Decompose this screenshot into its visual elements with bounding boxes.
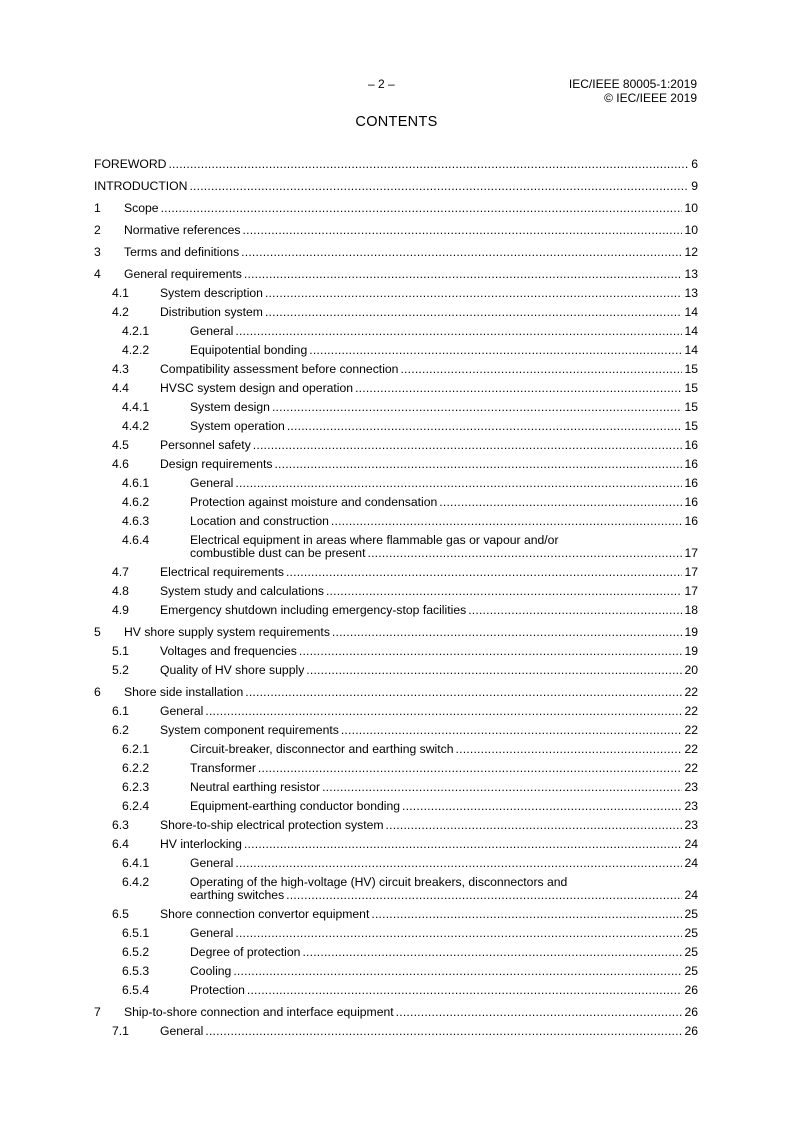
- toc-entry[interactable]: [94, 180, 698, 193]
- toc-entry[interactable]: [94, 762, 698, 775]
- dot-leader: [371, 908, 682, 921]
- toc-number: 3: [94, 245, 101, 259]
- toc-title: Transformer: [190, 761, 256, 775]
- copyright: © IEC/IEEE 2019: [604, 91, 697, 105]
- toc-entry[interactable]: [94, 246, 698, 259]
- toc-page-number: 22: [684, 704, 698, 718]
- toc-page-number: 24: [684, 888, 698, 902]
- toc-page-number: 6: [691, 157, 698, 171]
- toc-number: 6.5.3: [122, 964, 150, 978]
- toc-number: 6.2.4: [122, 799, 150, 813]
- toc-entry[interactable]: [94, 686, 698, 699]
- toc-entry[interactable]: [94, 585, 698, 598]
- toc-number: 4.9: [112, 603, 129, 617]
- toc-number: 4.6.1: [122, 476, 150, 490]
- toc-title: Personnel safety: [160, 438, 251, 452]
- dot-leader: [168, 158, 689, 171]
- dot-leader: [331, 515, 683, 528]
- toc-number: 6.5: [112, 907, 129, 921]
- toc-entry[interactable]: [94, 664, 698, 677]
- dot-leader: [468, 604, 682, 617]
- toc-number: 6.4: [112, 837, 129, 851]
- dot-leader: [396, 1006, 683, 1019]
- toc-number: 4.3: [112, 362, 129, 376]
- page-title: CONTENTS: [355, 114, 438, 130]
- dot-leader: [299, 645, 683, 658]
- dot-leader: [253, 439, 683, 452]
- toc-number: 4.2.2: [122, 343, 150, 357]
- toc-page-number: 17: [684, 546, 698, 560]
- toc-entry[interactable]: [94, 645, 698, 658]
- toc-entry[interactable]: [94, 496, 698, 509]
- toc-title: Design requirements: [160, 457, 273, 471]
- toc-title: FOREWORD: [94, 157, 167, 171]
- dot-leader: [244, 838, 682, 851]
- dot-leader: [355, 382, 682, 395]
- toc-entry[interactable]: [94, 626, 698, 639]
- toc-page-number: 19: [684, 644, 698, 658]
- toc-entry[interactable]: [94, 158, 698, 171]
- toc-page-number: 25: [684, 964, 698, 978]
- toc-page-number: 13: [684, 286, 698, 300]
- toc-title: Distribution system: [160, 305, 263, 319]
- toc-title: System description: [160, 286, 263, 300]
- toc-number: 7.1: [112, 1024, 129, 1038]
- toc-number: 6.3: [112, 818, 129, 832]
- dot-leader: [322, 781, 682, 794]
- toc-page-number: 26: [684, 983, 698, 997]
- toc-entry[interactable]: [94, 800, 698, 813]
- dot-leader: [309, 344, 682, 357]
- dot-leader: [402, 800, 682, 813]
- toc-title: Location and construction: [190, 514, 329, 528]
- toc-number: 4.5: [112, 438, 129, 452]
- toc-entry[interactable]: [94, 838, 698, 851]
- toc-page-number: 20: [684, 663, 698, 677]
- toc-entry[interactable]: [94, 781, 698, 794]
- toc-title: Compatibility assessment before connection: [160, 362, 399, 376]
- toc-entry[interactable]: [94, 344, 698, 357]
- toc-number: 1: [94, 201, 101, 215]
- toc-title-continued: earthing switches: [190, 888, 285, 902]
- dot-leader: [386, 819, 683, 832]
- toc-entry[interactable]: [94, 1025, 698, 1038]
- toc-entry[interactable]: [94, 743, 698, 756]
- toc-number: 7: [94, 1005, 101, 1019]
- toc-entry[interactable]: [94, 382, 698, 395]
- toc-entry[interactable]: [94, 439, 698, 452]
- toc-number: 4.7: [112, 565, 129, 579]
- toc-title: General: [190, 476, 234, 490]
- toc-entry[interactable]: [94, 420, 698, 433]
- dot-leader: [287, 420, 683, 433]
- toc-entry[interactable]: [94, 946, 698, 959]
- toc-title: Equipotential bonding: [190, 343, 308, 357]
- toc-entry[interactable]: [94, 458, 698, 471]
- dot-leader: [302, 946, 682, 959]
- dot-leader: [341, 724, 683, 737]
- dot-leader: [235, 325, 682, 338]
- toc-entry[interactable]: [94, 202, 698, 215]
- toc-title: HV shore supply system requirements: [124, 625, 330, 639]
- toc-title: General: [160, 1024, 204, 1038]
- toc-number: 4.6: [112, 457, 129, 471]
- toc-title: Shore side installation: [124, 685, 244, 699]
- toc-page-number: 10: [684, 201, 698, 215]
- toc-page-number: 16: [684, 457, 698, 471]
- dot-leader: [235, 477, 682, 490]
- toc-entry[interactable]: [94, 363, 698, 376]
- toc-title: System operation: [190, 419, 285, 433]
- toc-page-number: 16: [684, 476, 698, 490]
- toc-title: System design: [190, 400, 270, 414]
- toc-page-number: 14: [684, 343, 698, 357]
- toc-title: General: [190, 856, 234, 870]
- toc-page-number: 16: [684, 438, 698, 452]
- toc-page-number: 12: [684, 245, 698, 259]
- toc-page-number: 16: [684, 514, 698, 528]
- toc-entry[interactable]: [94, 477, 698, 490]
- toc-entry[interactable]: [94, 908, 698, 921]
- dot-leader: [205, 705, 682, 718]
- toc-number: 4.1: [112, 286, 129, 300]
- dot-leader: [332, 626, 683, 639]
- toc-page-number: 22: [684, 742, 698, 756]
- dot-leader: [205, 1025, 682, 1038]
- toc-title: Ship-to-shore connection and interface equipment: [124, 1005, 394, 1019]
- toc-number: 4.8: [112, 584, 129, 598]
- toc-title: System component requirements: [160, 723, 339, 737]
- toc-entry[interactable]: [94, 604, 698, 617]
- toc-entry[interactable]: [94, 857, 698, 870]
- toc-title: General: [160, 704, 204, 718]
- toc-entry[interactable]: [94, 306, 698, 319]
- toc-title: Operating of the high-voltage (HV) circuit breakers, disconnectors and: [190, 875, 568, 889]
- toc-page-number: 22: [684, 685, 698, 699]
- toc-entry[interactable]: [94, 515, 698, 528]
- toc-title: Degree of protection: [190, 945, 301, 959]
- toc-title: Shore-to-ship electrical protection system: [160, 818, 384, 832]
- document-id: IEC/IEEE 80005-1:2019: [568, 77, 697, 91]
- toc-title: Protection against moisture and condensation: [190, 495, 438, 509]
- toc-page-number: 15: [684, 400, 698, 414]
- dot-leader: [233, 965, 682, 978]
- toc-page-number: 18: [684, 603, 698, 617]
- toc-title: Voltages and frequencies: [160, 644, 297, 658]
- toc-page-number: 9: [691, 179, 698, 193]
- toc-title-continued: combustible dust can be present: [190, 546, 366, 560]
- document-id-block: [569, 77, 697, 105]
- dot-leader: [265, 287, 682, 300]
- toc-title: Cooling: [190, 964, 232, 978]
- dot-leader: [247, 984, 683, 997]
- toc-title: General requirements: [124, 267, 242, 281]
- toc-entry[interactable]: [94, 325, 698, 338]
- toc-page-number: 22: [684, 761, 698, 775]
- toc-number: 6.5.4: [122, 983, 150, 997]
- toc-page-number: 23: [684, 799, 698, 813]
- dot-leader: [400, 363, 682, 376]
- toc-page-number: 14: [684, 324, 698, 338]
- toc-title: HVSC system design and operation: [160, 381, 354, 395]
- toc-page-number: 23: [684, 818, 698, 832]
- toc-number: 6.1: [112, 704, 129, 718]
- dot-leader: [161, 202, 683, 215]
- toc-entry[interactable]: [94, 984, 698, 997]
- toc-number: 4.6.4: [122, 533, 150, 547]
- dot-leader: [367, 547, 682, 560]
- toc-number: 4.4.2: [122, 419, 150, 433]
- toc-page-number: 17: [684, 584, 698, 598]
- toc-number: 4.6.3: [122, 514, 150, 528]
- toc-number: 2: [94, 223, 101, 237]
- toc-page-number: 24: [684, 856, 698, 870]
- toc-page-number: 24: [684, 837, 698, 851]
- page-number: – 2 –: [368, 77, 395, 91]
- dot-leader: [439, 496, 682, 509]
- toc-title: System study and calculations: [160, 584, 324, 598]
- toc-number: 6: [94, 685, 101, 699]
- toc-entry[interactable]: [94, 287, 698, 300]
- toc-page-number: 14: [684, 305, 698, 319]
- toc-number: 4.4.1: [122, 400, 150, 414]
- toc-number: 4: [94, 267, 101, 281]
- toc-entry[interactable]: [94, 724, 698, 737]
- toc-title: Quality of HV shore supply: [160, 663, 305, 677]
- toc-entry[interactable]: [94, 705, 698, 718]
- toc-page-number: 26: [684, 1024, 698, 1038]
- toc-number: 5.2: [112, 663, 129, 677]
- dot-leader: [272, 401, 683, 414]
- toc-number: 6.4.1: [122, 856, 150, 870]
- dot-leader: [456, 743, 683, 756]
- toc-title: General: [190, 926, 234, 940]
- dot-leader: [286, 889, 682, 902]
- dot-leader: [306, 664, 682, 677]
- toc-title: Emergency shutdown including emergency-stop facilities: [160, 603, 467, 617]
- toc-number: 6.5.2: [122, 945, 150, 959]
- toc-number: 6.5.1: [122, 926, 150, 940]
- toc-page-number: 16: [684, 495, 698, 509]
- toc-number: 5.1: [112, 644, 129, 658]
- toc-number: 6.2: [112, 723, 129, 737]
- toc-title: Shore connection convertor equipment: [160, 907, 370, 921]
- toc-title: Equipment-earthing conductor bonding: [190, 799, 401, 813]
- toc-page-number: 15: [684, 362, 698, 376]
- toc-page-number: 17: [684, 565, 698, 579]
- dot-leader: [243, 224, 683, 237]
- dot-leader: [244, 268, 683, 281]
- toc-number: 4.6.2: [122, 495, 150, 509]
- toc-page-number: 19: [684, 625, 698, 639]
- toc-number: 6.2.2: [122, 761, 150, 775]
- toc-page-number: 25: [684, 945, 698, 959]
- toc-number: 6.2.3: [122, 780, 150, 794]
- toc-page-number: 13: [684, 267, 698, 281]
- toc-page-number: 10: [684, 223, 698, 237]
- toc-entry[interactable]: [94, 566, 698, 579]
- toc-page-number: 25: [684, 907, 698, 921]
- dot-leader: [274, 458, 682, 471]
- dot-leader: [265, 306, 682, 319]
- dot-leader: [189, 180, 689, 193]
- toc-entry[interactable]: [94, 819, 698, 832]
- toc-page-number: 26: [684, 1005, 698, 1019]
- dot-leader: [286, 566, 682, 579]
- toc-title: INTRODUCTION: [94, 179, 188, 193]
- toc-title: Electrical equipment in areas where flammable gas or vapour and/or: [190, 533, 559, 547]
- toc-entry[interactable]: [94, 268, 698, 281]
- toc-page-number: 22: [684, 723, 698, 737]
- toc-title: General: [190, 324, 234, 338]
- toc-title: Neutral earthing resistor: [190, 780, 321, 794]
- toc-number: 6.4.2: [122, 875, 150, 889]
- toc-title: Scope: [124, 201, 159, 215]
- toc-entry[interactable]: [94, 876, 698, 902]
- toc-page-number: 15: [684, 419, 698, 433]
- toc-page-number: 25: [684, 926, 698, 940]
- toc-title: Normative references: [124, 223, 241, 237]
- toc-title: Circuit-breaker, disconnector and earthing switch: [190, 742, 454, 756]
- toc-entry[interactable]: [94, 224, 698, 237]
- dot-leader: [241, 246, 682, 259]
- dot-leader: [245, 686, 682, 699]
- toc-entry[interactable]: [94, 1006, 698, 1019]
- toc-number: 5: [94, 625, 101, 639]
- dot-leader: [235, 927, 682, 940]
- toc-title: Terms and definitions: [124, 245, 240, 259]
- toc-number: 6.2.1: [122, 742, 150, 756]
- toc-title: HV interlocking: [160, 837, 242, 851]
- toc-title: Protection: [190, 983, 245, 997]
- toc-number: 4.2.1: [122, 324, 150, 338]
- toc-title: Electrical requirements: [160, 565, 284, 579]
- dot-leader: [235, 857, 682, 870]
- table-of-contents: [94, 158, 698, 1038]
- toc-page-number: 23: [684, 780, 698, 794]
- dot-leader: [326, 585, 683, 598]
- toc-page-number: 15: [684, 381, 698, 395]
- toc-entry[interactable]: [94, 927, 698, 940]
- toc-entry[interactable]: [94, 534, 698, 560]
- toc-number: 4.2: [112, 305, 129, 319]
- dot-leader: [258, 762, 683, 775]
- toc-entry[interactable]: [94, 401, 698, 414]
- toc-number: 4.4: [112, 381, 129, 395]
- toc-entry[interactable]: [94, 965, 698, 978]
